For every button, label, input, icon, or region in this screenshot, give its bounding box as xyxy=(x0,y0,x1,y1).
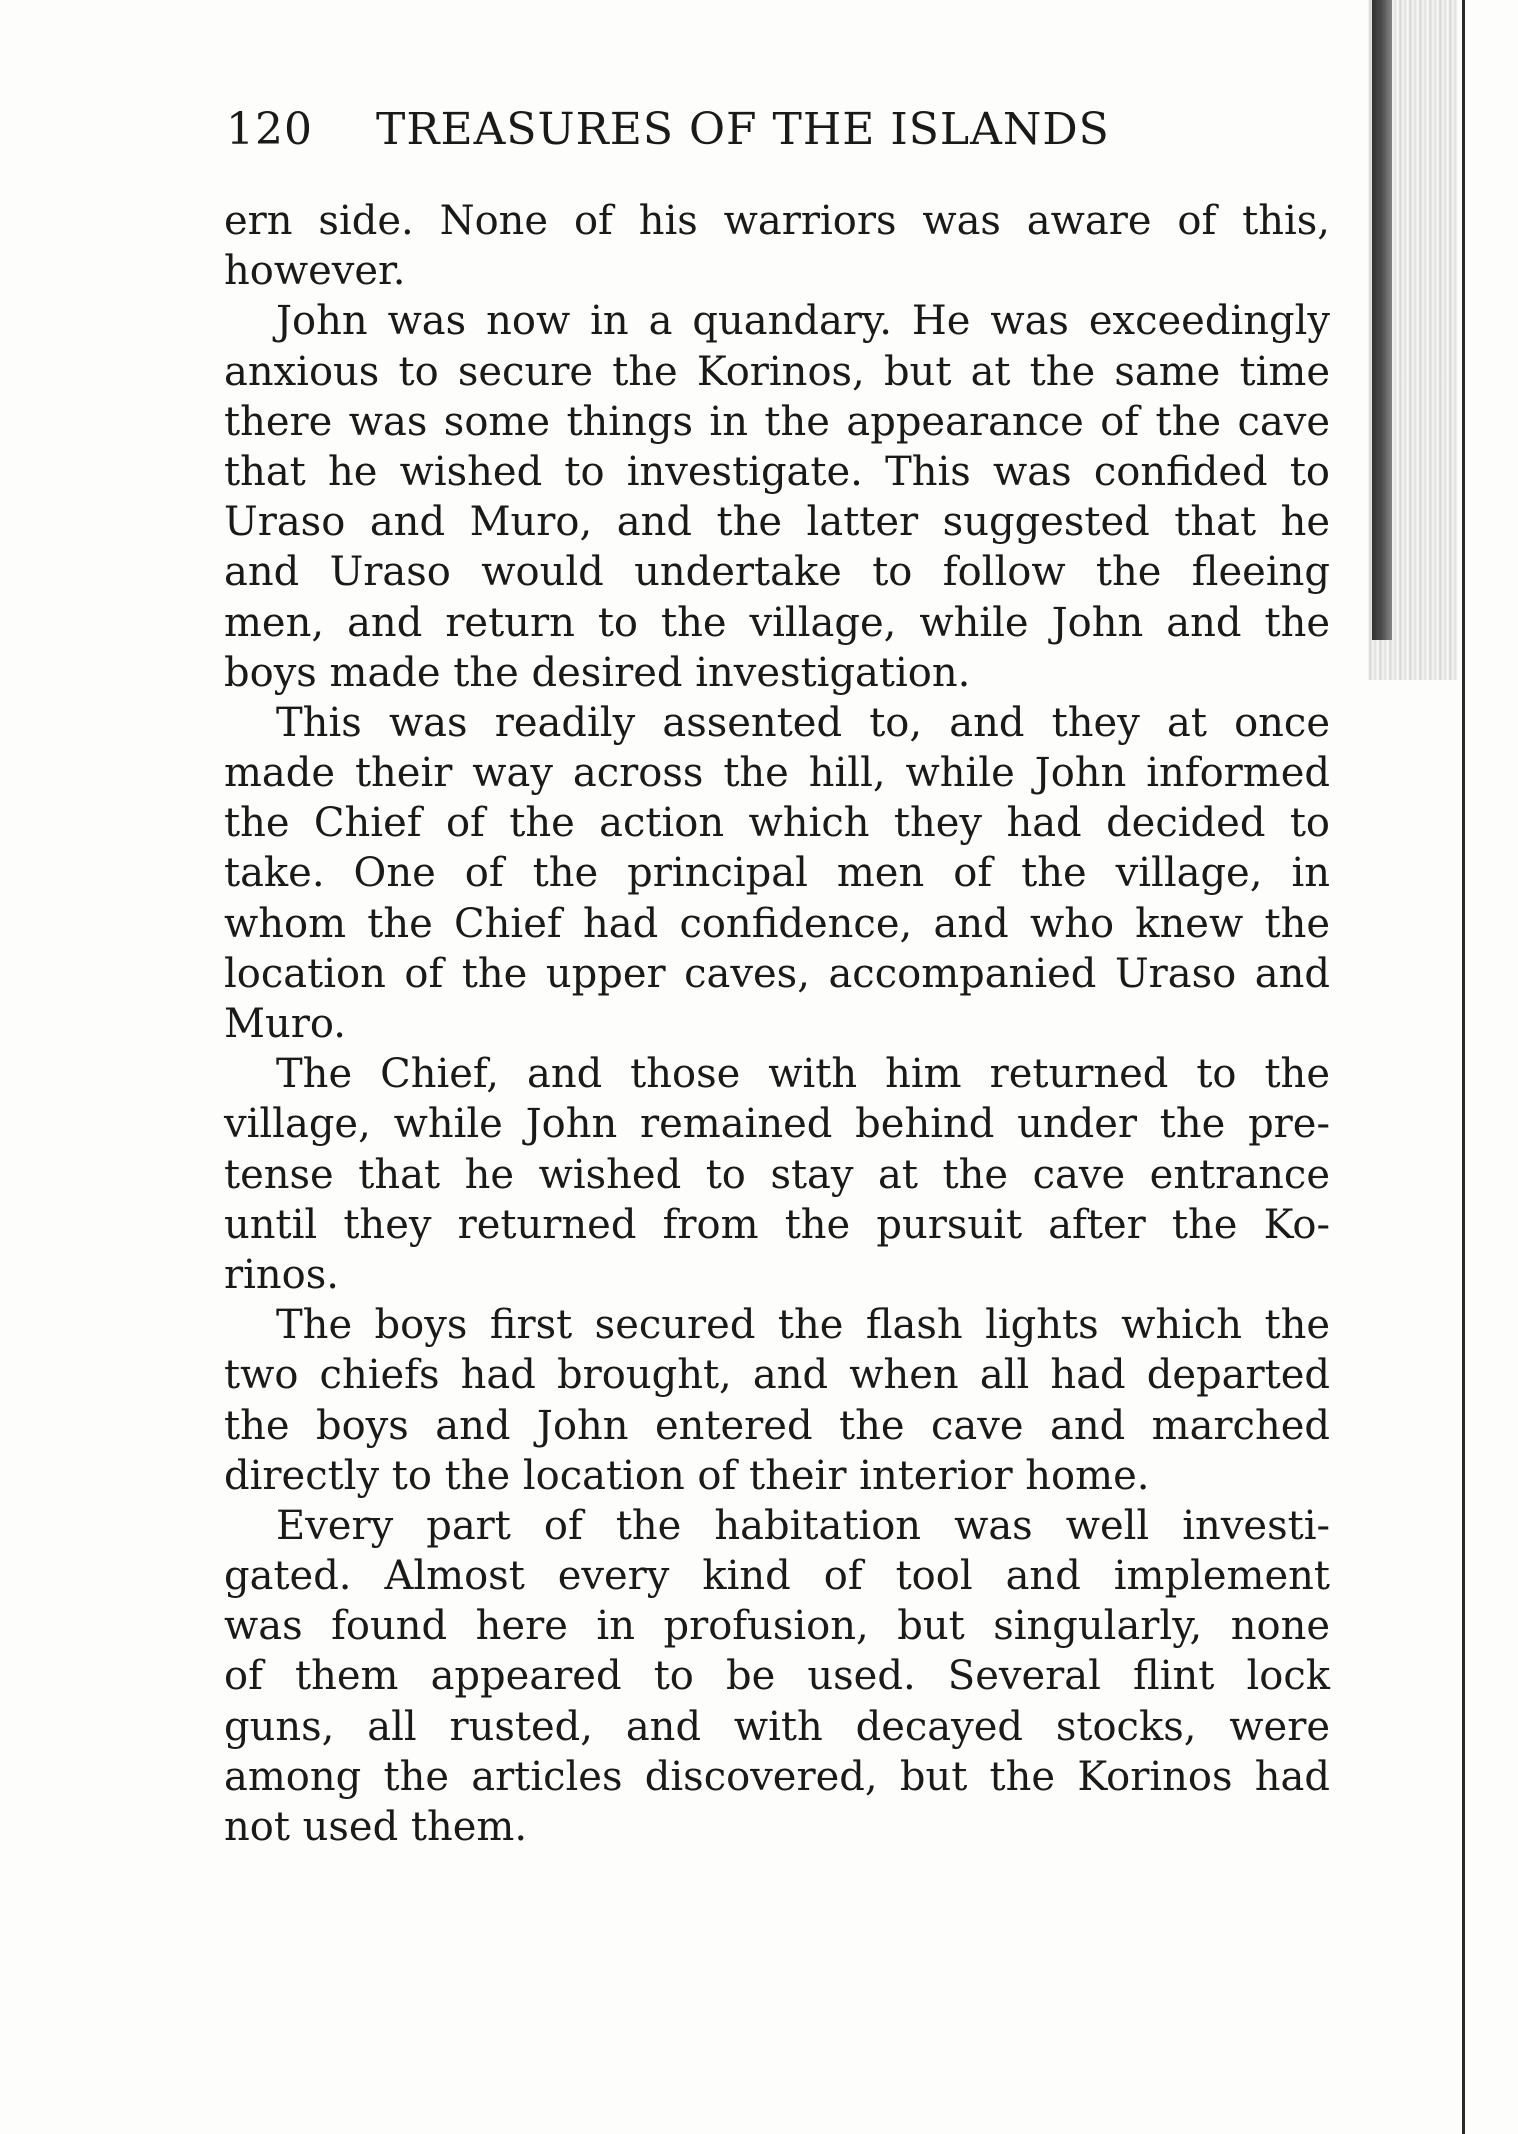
text-line: tense that he wished to stay at the cave entrance xyxy=(224,1151,1330,1198)
page-binding-edge xyxy=(1372,0,1392,640)
text-line: that he wished to investigate. This was confided to xyxy=(224,448,1330,495)
text-line: The Chief, and those with him returned to the xyxy=(276,1051,1330,1098)
text-line: of them appeared to be used. Several flint lock xyxy=(224,1653,1330,1700)
text-line: however. xyxy=(224,248,406,295)
running-title: TREASURES OF THE ISLANDS xyxy=(376,104,1110,155)
text-line: directly to the location of their interior home. xyxy=(224,1452,1150,1499)
text-line: among the articles discovered, but the Korinos had xyxy=(224,1753,1330,1800)
page-number: 120 xyxy=(226,104,313,155)
body-text xyxy=(224,196,1330,1852)
text-line: gated. Almost every kind of tool and implement xyxy=(224,1553,1330,1600)
text-line: there was some things in the appearance of the cave xyxy=(224,398,1330,445)
text-line: Uraso and Muro, and the latter suggested that he xyxy=(224,499,1330,546)
text-line: ern side. None of his warriors was aware of this, xyxy=(224,198,1330,244)
page-edge-line xyxy=(1462,0,1465,2134)
text-line: boys made the desired investigation. xyxy=(224,649,971,696)
text-line: two chiefs had brought, and when all had departed xyxy=(224,1352,1330,1399)
running-head xyxy=(226,104,1336,164)
text-line: Every part of the habitation was well investi- xyxy=(276,1502,1330,1549)
text-line: anxious to secure the Korinos, but at the same time xyxy=(224,348,1330,395)
text-line: location of the upper caves, accompanied Uraso and xyxy=(224,950,1330,997)
text-line: men, and return to the village, while John and the xyxy=(224,599,1330,646)
text-line: guns, all rusted, and with decayed stocks, were xyxy=(224,1703,1330,1750)
text-line: Muro. xyxy=(224,1001,346,1047)
text-line: This was readily assented to, and they at once xyxy=(276,699,1330,746)
text-line: village, while John remained behind under the pre- xyxy=(224,1101,1330,1148)
text-line: John was now in a quandary. He was exceedingly xyxy=(276,298,1330,345)
text-line: the boys and John entered the cave and marched xyxy=(224,1402,1330,1449)
text-line: and Uraso would undertake to follow the fleeing xyxy=(224,549,1330,596)
text-line: rinos. xyxy=(224,1251,339,1298)
text-line: The boys first secured the flash lights which the xyxy=(276,1302,1330,1349)
text-line: take. One of the principal men of the village, in xyxy=(224,850,1330,897)
text-line: not used them. xyxy=(224,1804,528,1850)
text-line: made their way across the hill, while John informed xyxy=(224,750,1330,797)
text-line: whom the Chief had confidence, and who knew the xyxy=(224,900,1330,947)
text-line: the Chief of the action which they had decided to xyxy=(224,800,1330,847)
text-line: until they returned from the pursuit after the Ko- xyxy=(224,1201,1330,1248)
text-line: was found here in profusion, but singularly, none xyxy=(224,1603,1330,1650)
